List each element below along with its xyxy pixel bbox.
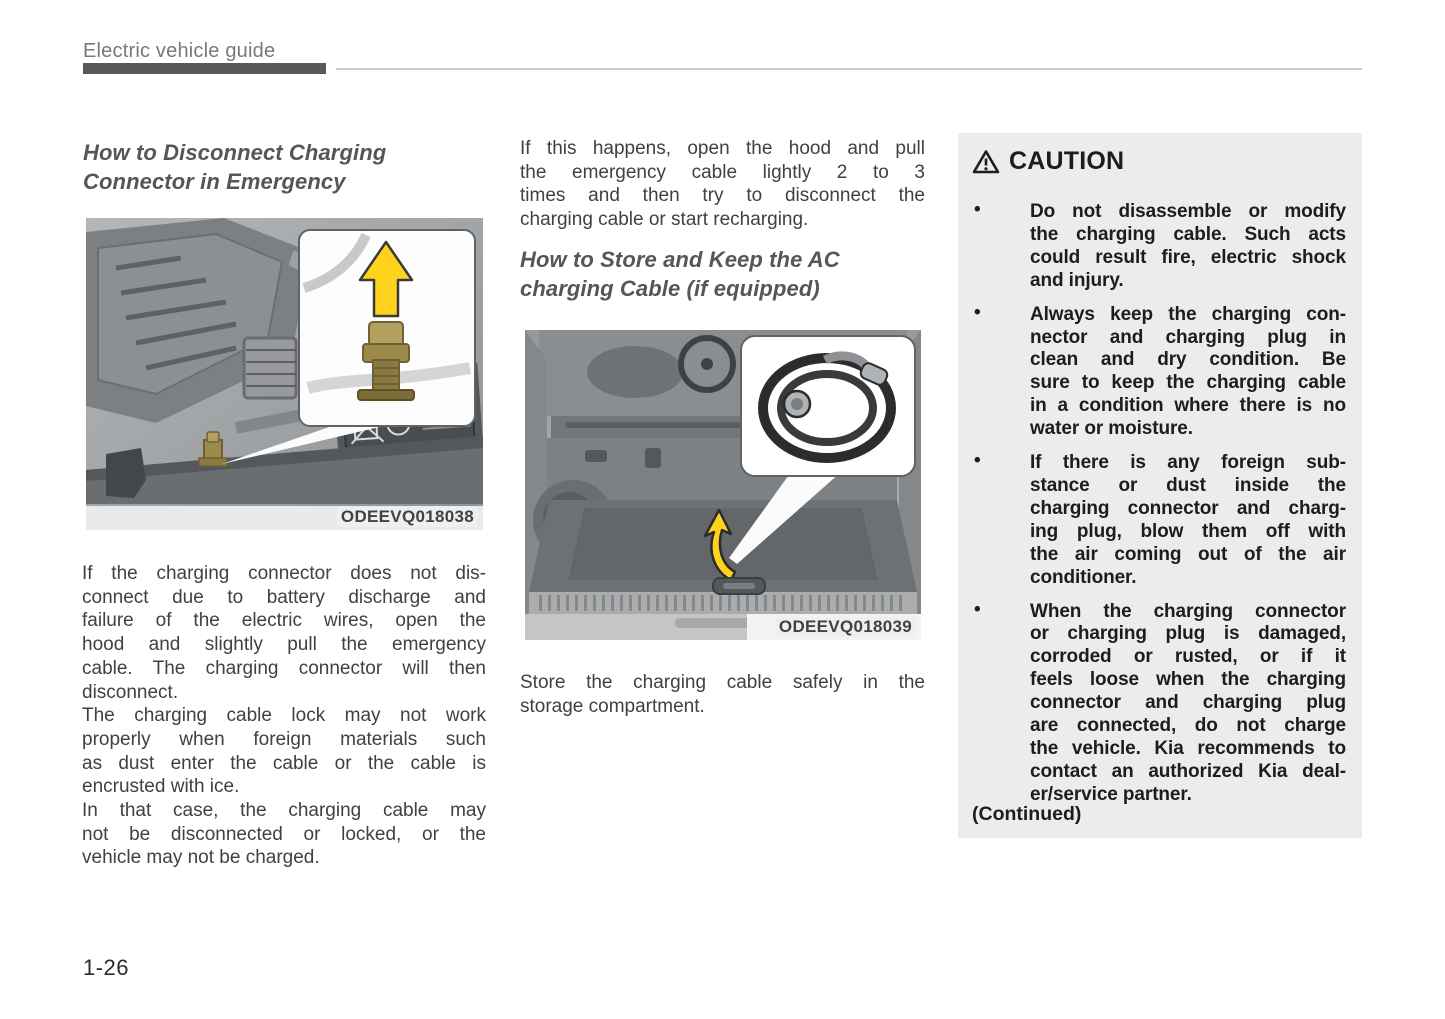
caution-bullet-item [958, 598, 1362, 818]
paragraph-disconnect: If the charging connector does not dis- connect due to battery discharge and failure of the electric wires, open the hood and slightly pull the emergency cable. The charging connector will then disconnect. [82, 563, 486, 703]
caution-title: CAUTION [1009, 147, 1125, 175]
figure-caption: ODEEVQ018038 [337, 507, 478, 527]
header-rule [336, 68, 1362, 70]
paragraph-if-this-happens: If this happens, open the hood and pull the emergency cable lightly 2 to 3 times and then try to disconnect the charging cable or start recharging. [520, 138, 925, 231]
bullet-marker: • [974, 199, 981, 220]
bullet-marker: • [974, 301, 981, 323]
paragraph-store-cable: Store the charging cable safely in the storage compartment. [520, 672, 925, 717]
figure-trunk-storage [525, 330, 921, 640]
callout-box-charging-cable [741, 336, 915, 476]
caution-bullet-item [958, 201, 1362, 304]
figure-caption: ODEEVQ018039 [775, 617, 916, 637]
bullet-marker: • [974, 598, 981, 620]
paragraph-in-that-case: In that case, the charging cable may not be disconnected or locked, or the vehicle may not be charged. [82, 800, 486, 869]
caution-bullet-item [958, 301, 1362, 452]
caution-bullet-text: Always keep the charging con- nector and charging plug in clean and dry condition. Be sure to keep the charging cable in a condition where there is no water or moisture. [1030, 303, 1346, 440]
left-column-body [82, 562, 486, 870]
caution-bullet-item [958, 452, 1362, 600]
paragraph-cable-lock: The charging cable lock may not work properly when foreign materials such as dust enter the cable or the cable is encrusted with ice. [82, 705, 486, 798]
caution-bullet-text: When the charging connector or charging plug is damaged, corroded or rusted, or if it feels loose when the charging connector and charging plug are connected, do not charge the vehicle. Kia recommends to contact an authorized Kia deal- er/service partner. [1030, 600, 1346, 805]
caution-title-row [972, 147, 1124, 176]
continued-label: (Continued) [972, 803, 1082, 825]
section-heading-disconnect-connector: How to Disconnect Charging Connector in Emergency [83, 140, 387, 194]
trunk-illustration [525, 330, 921, 640]
callout-box-emergency-cable [299, 230, 475, 426]
caution-box [958, 133, 1362, 838]
engine-bay-illustration [86, 218, 483, 530]
warning-triangle-icon [972, 149, 1000, 175]
header-bar [83, 63, 326, 74]
bullet-marker: • [974, 450, 981, 472]
caution-bullet-text: If there is any foreign sub- stance or dust inside the charging connector and charg- ing plug, blow them off with the air coming out of the air conditioner. [1030, 452, 1346, 588]
caution-bullet-text: Do not disassemble or modify the charging cable. Such acts could result fire, electric shock and injury. [1030, 201, 1346, 291]
section-heading-store-cable: How to Store and Keep the AC charging Cable (if equipped) [520, 247, 840, 301]
page-number: 1-26 [83, 955, 130, 980]
page-header-title: Electric vehicle guide [83, 40, 275, 67]
caution-bullet-list [958, 201, 1362, 818]
figure-engine-bay [86, 218, 483, 530]
